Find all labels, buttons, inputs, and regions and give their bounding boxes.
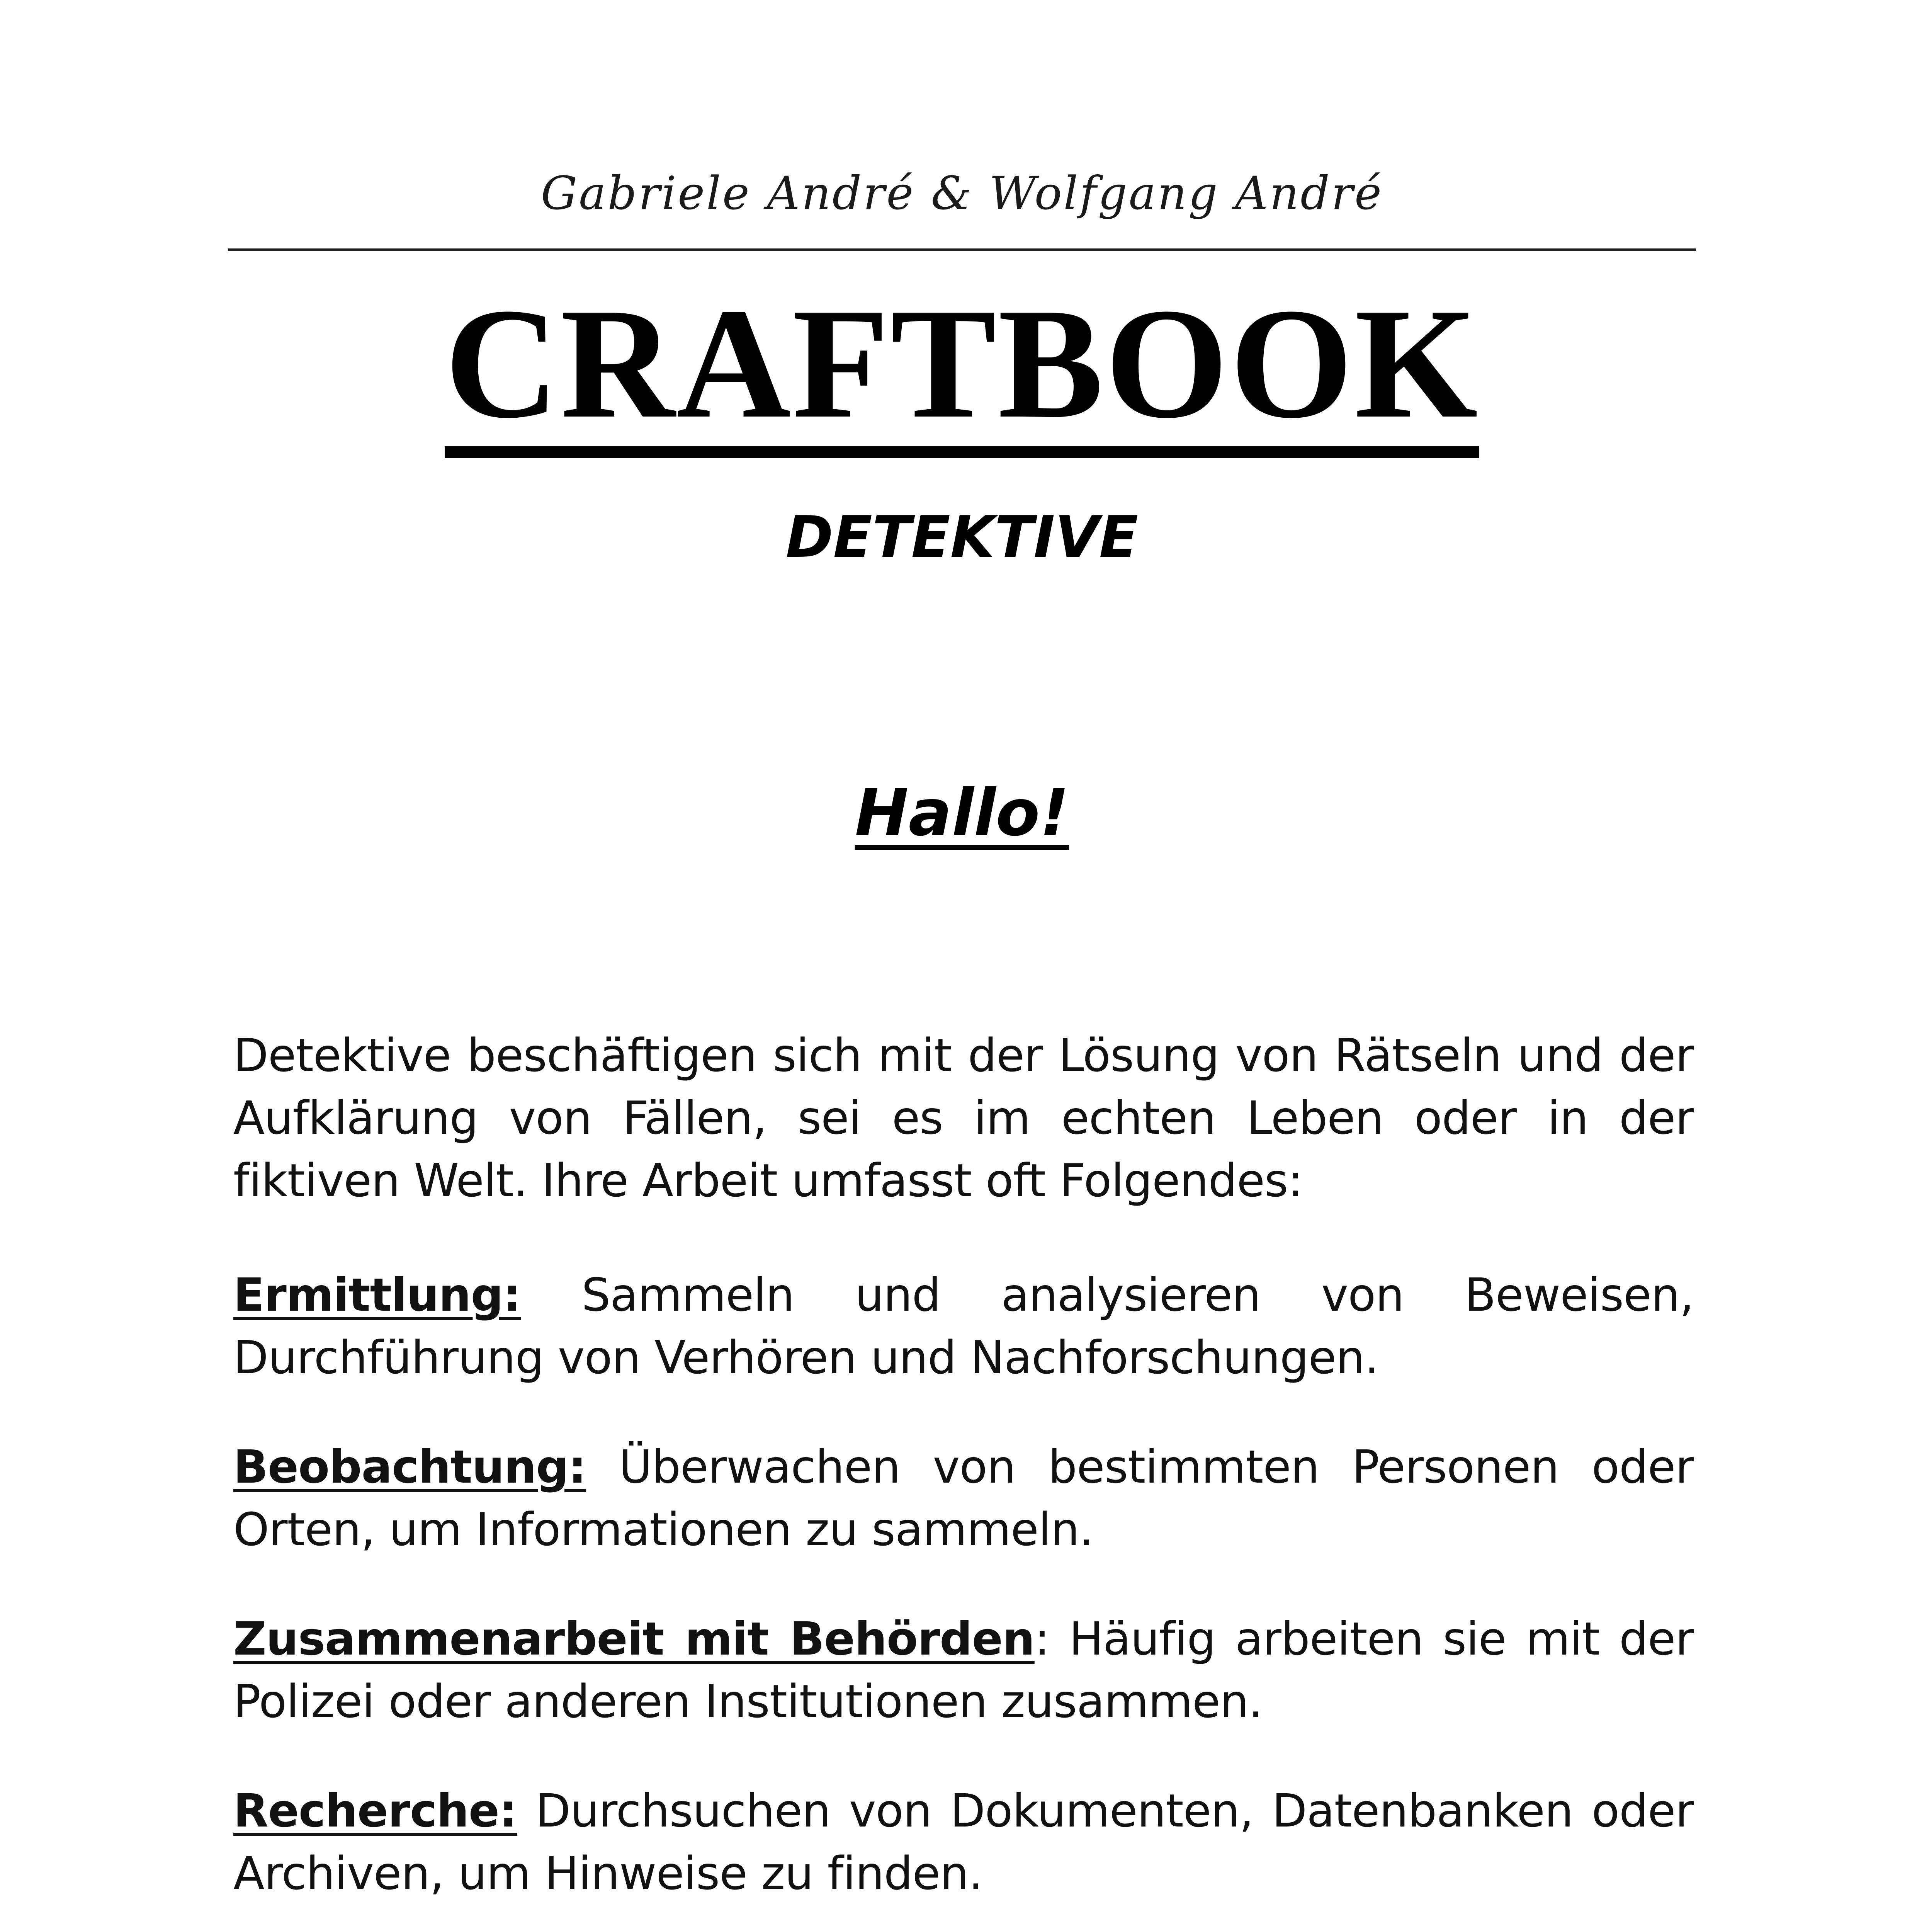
- ermittlung-text: Sammeln und analysieren von Beweisen, Durchführung von Verhören und Nachforschungen.: [233, 1268, 1694, 1384]
- book-title: CRAFTBOOK: [445, 294, 1479, 458]
- ermittlung-term: Ermittlung:: [233, 1268, 521, 1321]
- beobachtung-term: Beobachtung:: [233, 1440, 586, 1493]
- section-heading-text: Hallo!: [855, 776, 1069, 850]
- book-subtitle: DETEKTIVE: [785, 504, 1139, 570]
- running-header-authors: Gabriele André & Wolfgang André: [541, 167, 1383, 220]
- ermittlung-paragraph: [233, 1264, 1694, 1389]
- beobachtung-paragraph: [233, 1435, 1694, 1561]
- title-block: [228, 276, 1696, 458]
- zusammenarbeit-term: Zusammenarbeit mit Behörden: [233, 1612, 1035, 1665]
- recherche-paragraph: [233, 1779, 1694, 1905]
- header-divider: [228, 248, 1696, 251]
- zusammenarbeit-text: : Häufig arbeiten sie mit der Polizei oder anderen Institutionen zusammen.: [233, 1612, 1694, 1728]
- recherche-text: Durchsuchen von Dokumenten, Datenbanken oder Archiven, um Hinweise zu finden.: [233, 1784, 1694, 1900]
- section-heading: [228, 773, 1696, 854]
- beobachtung-text: Überwachen von bestimmten Personen oder Orten, um Informationen zu sammeln.: [233, 1440, 1694, 1556]
- recherche-term: Recherche:: [233, 1784, 517, 1837]
- zusammenarbeit-paragraph: [233, 1607, 1694, 1733]
- intro-paragraph: Detektive beschäftigen sich mit der Lösung von Rätseln und der Aufklärung von Fällen, sei es im echten Leben oder in der fiktiven Welt. Ihre Arbeit umfasst oft Folgendes:: [233, 1029, 1694, 1207]
